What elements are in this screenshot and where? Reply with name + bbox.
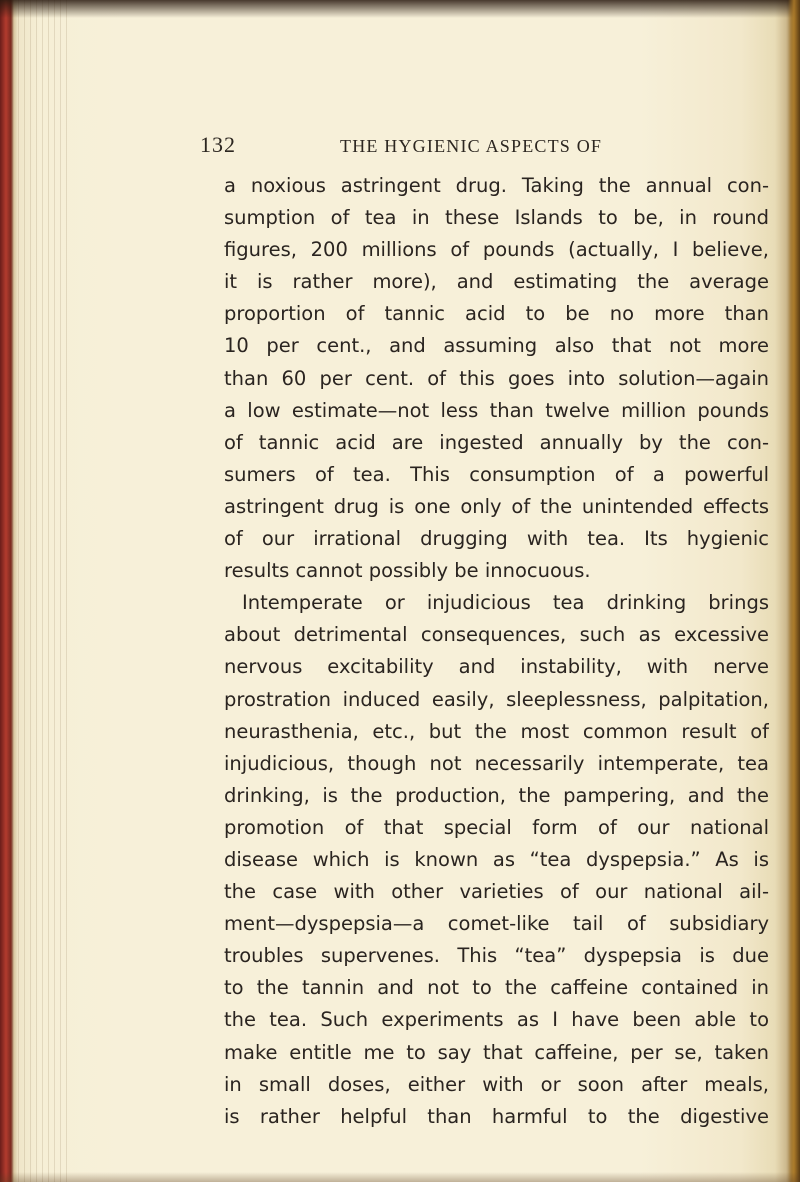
text-line: figures, 200 millions of pounds (actually, I believe, <box>224 238 769 262</box>
body-text <box>224 170 769 1133</box>
text-line: 10 per cent., and assuming also that not more <box>224 334 769 358</box>
text-line: proportion of tannic acid to be no more than <box>224 302 769 326</box>
text-line: make entitle me to say that caffeine, per se, taken <box>224 1040 769 1064</box>
book-binding-edge <box>788 0 800 1182</box>
text-line: troubles supervenes. This “tea” dyspepsia is due <box>224 944 769 968</box>
text-line: disease which is known as “tea dyspepsia.” As is <box>224 847 769 871</box>
text-line: of tannic acid are ingested annually by the con- <box>224 430 769 454</box>
text-line: results cannot possibly be innocuous. <box>224 559 591 583</box>
top-shadow <box>0 0 800 18</box>
text-line: sumers of tea. This consumption of a powerful <box>224 462 769 486</box>
text-line: nervous excitability and instability, with nerve <box>224 655 769 679</box>
text-line: about detrimental consequences, such as excessive <box>224 623 769 647</box>
text-line: Intemperate or injudicious tea drinking brings <box>242 591 769 615</box>
running-head: THE HYGIENIC ASPECTS OF <box>340 136 603 156</box>
text-line: prostration induced easily, sleeplessness, palpitation, <box>224 687 769 711</box>
page-header <box>200 132 760 162</box>
text-line: promotion of that special form of our national <box>224 815 769 839</box>
text-line: ment—dyspepsia—a comet-like tail of subsidiary <box>224 912 769 936</box>
text-line: neurasthenia, etc., but the most common result of <box>224 719 769 743</box>
text-line: a noxious astringent drug. Taking the annual con- <box>224 174 769 197</box>
text-line: the case with other varieties of our national ail- <box>224 880 769 904</box>
text-line: than 60 per cent. of this goes into solution—again <box>224 366 769 390</box>
text-line: sumption of tea in these Islands to be, in round <box>224 206 769 230</box>
text-line: to the tannin and not to the caffeine contained in <box>224 976 769 1000</box>
text-line: astringent drug is one only of the unintended effects <box>224 494 769 518</box>
text-line: of our irrational drugging with tea. Its hygienic <box>224 527 769 551</box>
text-line: it is rather more), and estimating the average <box>224 270 769 294</box>
text-line: drinking, is the production, the pampering, and the <box>224 783 769 807</box>
bottom-shadow <box>0 1172 800 1182</box>
text-line: a low estimate—not less than twelve million pounds <box>224 398 769 422</box>
text-line: is rather helpful than harmful to the digestive <box>224 1104 769 1128</box>
page-edges <box>12 0 72 1182</box>
text-line: injudicious, though not necessarily intemperate, tea <box>224 751 769 775</box>
text-line: the tea. Such experiments as I have been able to <box>224 1008 769 1032</box>
page-number: 132 <box>200 132 236 157</box>
text-line: in small doses, either with or soon after meals, <box>224 1072 769 1096</box>
